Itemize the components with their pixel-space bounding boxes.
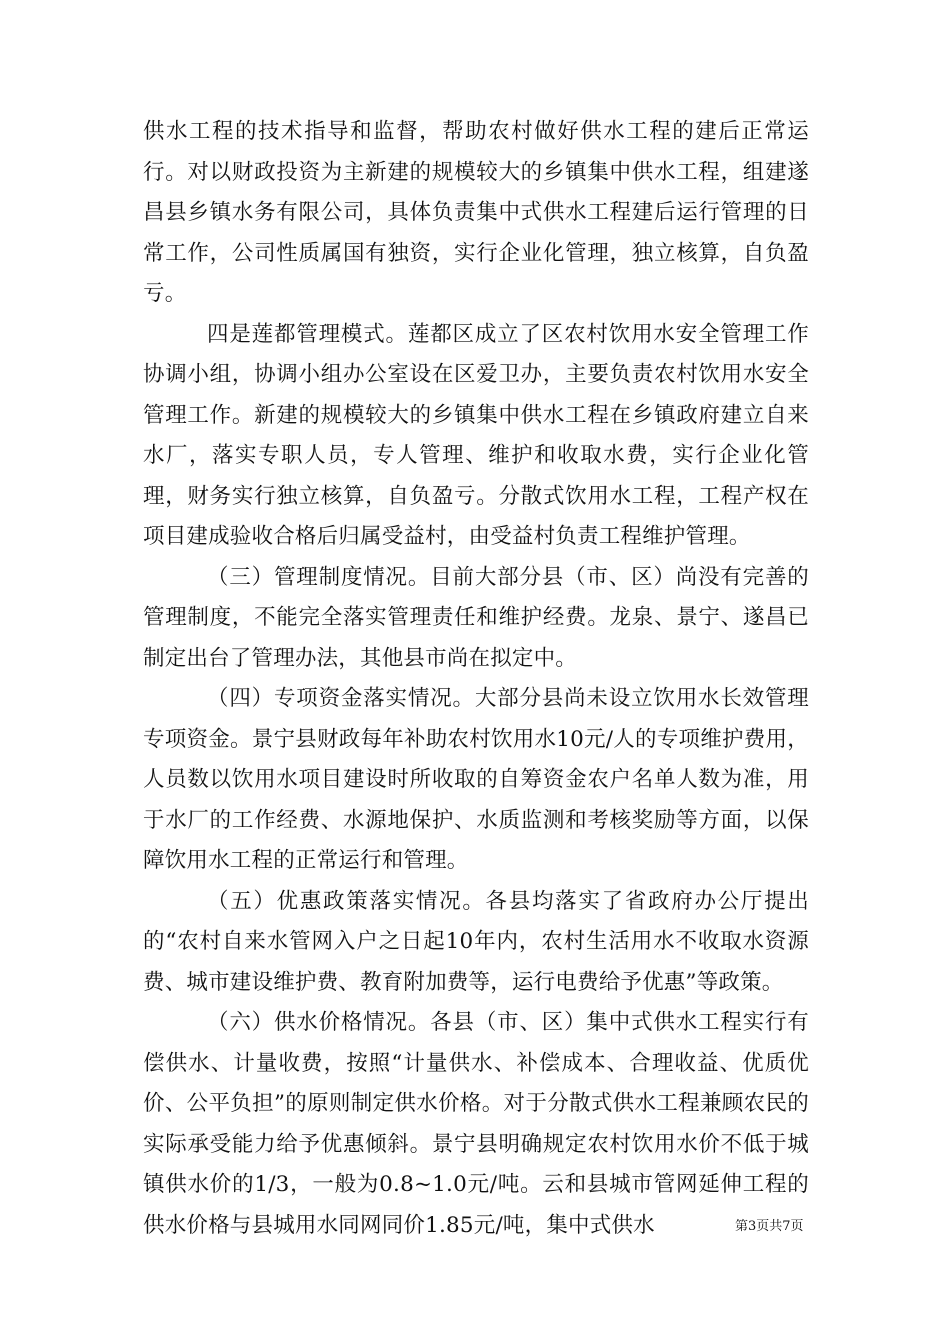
paragraph-1: 供水工程的技术指导和监督，帮助农村做好供水工程的建后正常运行。对以财政投资为主新建的规模较大的乡镇集中供水工程，组建遂昌县乡镇水务有限公司，具体负责集中式供水工程建后运行管理的日常工作，公司性质属国有独资，实行企业化管理，独立核算，自负盈亏。 xyxy=(143,119,809,306)
paragraph-4: （四）专项资金落实情况。大部分县尚未设立饮用水长效管理专项资金。景宁县财政每年补助农村饮用水10元/人的专项维护费用，人员数以饮用水项目建设时所收取的自筹资金农户名单人数为准，用于水厂的工作经费、水源地保护、水质监测和考核奖励等方面，以保障饮用水工程的正常运行和管理。 xyxy=(143,686,809,873)
page-number-footer: 第3页共7页 xyxy=(735,1219,804,1234)
paragraph-3: （三）管理制度情况。目前大部分县（市、区）尚没有完善的管理制度，不能完全落实管理责任和维护经费。龙泉、景宁、遂昌已制定出台了管理办法，其他县市尚在拟定中。 xyxy=(143,564,809,671)
document-body xyxy=(143,112,809,1246)
paragraph-2: 四是莲都管理模式。莲都区成立了区农村饮用水安全管理工作协调小组，协调小组办公室设在区爱卫办，主要负责农村饮用水安全管理工作。新建的规模较大的乡镇集中供水工程在乡镇政府建立自来水厂，落实专职人员，专人管理、维护和收取水费，实行企业化管理，财务实行独立核算，自负盈亏。分散式饮用水工程，工程产权在项目建成验收合格后归属受益村，由受益村负责工程维护管理。 xyxy=(143,321,809,549)
paragraph-5: （五）优惠政策落实情况。各县均落实了省政府办公厅提出的“农村自来水管网入户之日起10年内，农村生活用水不收取水资源费、城市建设维护费、教育附加费等，运行电费给予优惠”等政策。 xyxy=(143,888,809,995)
paragraph-6: （六）供水价格情况。各县（市、区）集中式供水工程实行有偿供水、计量收费，按照“计量供水、补偿成本、合理收益、优质优价、公平负担”的原则制定供水价格。对于分散式供水工程兼顾农民的实际承受能力给予优惠倾斜。景宁县明确规定农村饮用水价不低于城镇供水价的1/3，一般为0.8~1.0元/吨。云和县城市管网延伸工程的供水价格与县城用水同网同价1.85元/吨，集中式供水 xyxy=(143,1010,809,1238)
